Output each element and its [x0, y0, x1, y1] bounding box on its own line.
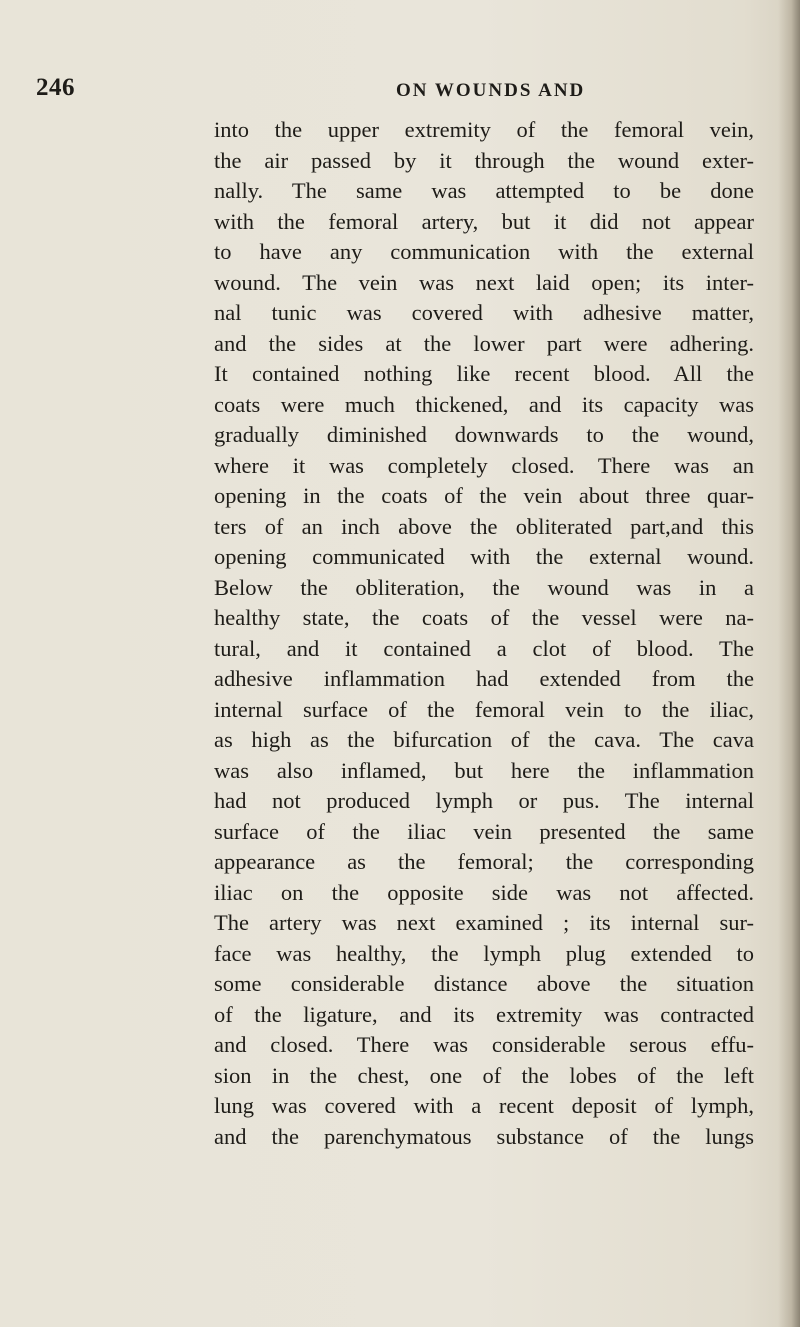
text-line: healthy state, the coats of the vessel were na-: [214, 605, 754, 630]
text-line: and closed. There was considerable serous effu-: [214, 1032, 754, 1057]
text-line: as high as the bifurcation of the cava. The cava: [214, 727, 754, 752]
page-header: [36, 74, 756, 114]
text-line: iliac on the opposite side was not affected.: [214, 879, 754, 905]
text-line: coats were much thickened, and its capacity was: [214, 391, 754, 417]
text-line: opening in the coats of the vein about three quar-: [214, 483, 754, 508]
text-line: adhesive inflammation had extended from the: [214, 666, 754, 691]
text-line: and the parenchymatous substance of the lungs: [214, 1123, 754, 1149]
text-line: was also inflamed, but here the inflammation: [214, 757, 754, 783]
text-line: The artery was next examined ; its internal sur-: [214, 910, 754, 935]
text-line: Below the obliteration, the wound was in a: [214, 574, 754, 600]
text-line: had not produced lymph or pus. The internal: [214, 788, 754, 813]
text-line: and the sides at the lower part were adhering.: [214, 330, 754, 356]
body-text: [214, 115, 754, 1152]
page-number: 246: [36, 74, 75, 101]
text-line: where it was completely closed. There was an: [214, 452, 754, 478]
running-head: ON WOUNDS AND: [396, 80, 586, 101]
text-line: surface of the iliac vein presented the same: [214, 818, 754, 844]
text-line: appearance as the femoral; the corresponding: [214, 849, 754, 874]
text-line: opening communicated with the external wound.: [214, 544, 754, 569]
text-line: the air passed by it through the wound exter-: [214, 147, 754, 173]
text-line: sion in the chest, one of the lobes of the left: [214, 1062, 754, 1088]
text-line: to have any communication with the external: [214, 239, 754, 264]
page-edge-shadow: [778, 0, 800, 1327]
text-line: gradually diminished downwards to the wound,: [214, 422, 754, 447]
text-line: face was healthy, the lymph plug extended to: [214, 940, 754, 966]
text-line: some considerable distance above the situation: [214, 971, 754, 996]
text-line: lung was covered with a recent deposit of lymph,: [214, 1093, 754, 1118]
text-line: ters of an inch above the obliterated part,and this: [214, 513, 754, 539]
text-line: It contained nothing like recent blood. All the: [214, 361, 754, 386]
text-line: internal surface of the femoral vein to the iliac,: [214, 696, 754, 722]
text-line: of the ligature, and its extremity was contracted: [214, 1001, 754, 1027]
text-line: nally. The same was attempted to be done: [214, 178, 754, 203]
text-line: wound. The vein was next laid open; its inter-: [214, 269, 754, 295]
text-line: into the upper extremity of the femoral vein,: [214, 117, 754, 142]
text-line: nal tunic was covered with adhesive matter,: [214, 300, 754, 325]
text-line: tural, and it contained a clot of blood. The: [214, 635, 754, 661]
text-line: with the femoral artery, but it did not appear: [214, 208, 754, 234]
